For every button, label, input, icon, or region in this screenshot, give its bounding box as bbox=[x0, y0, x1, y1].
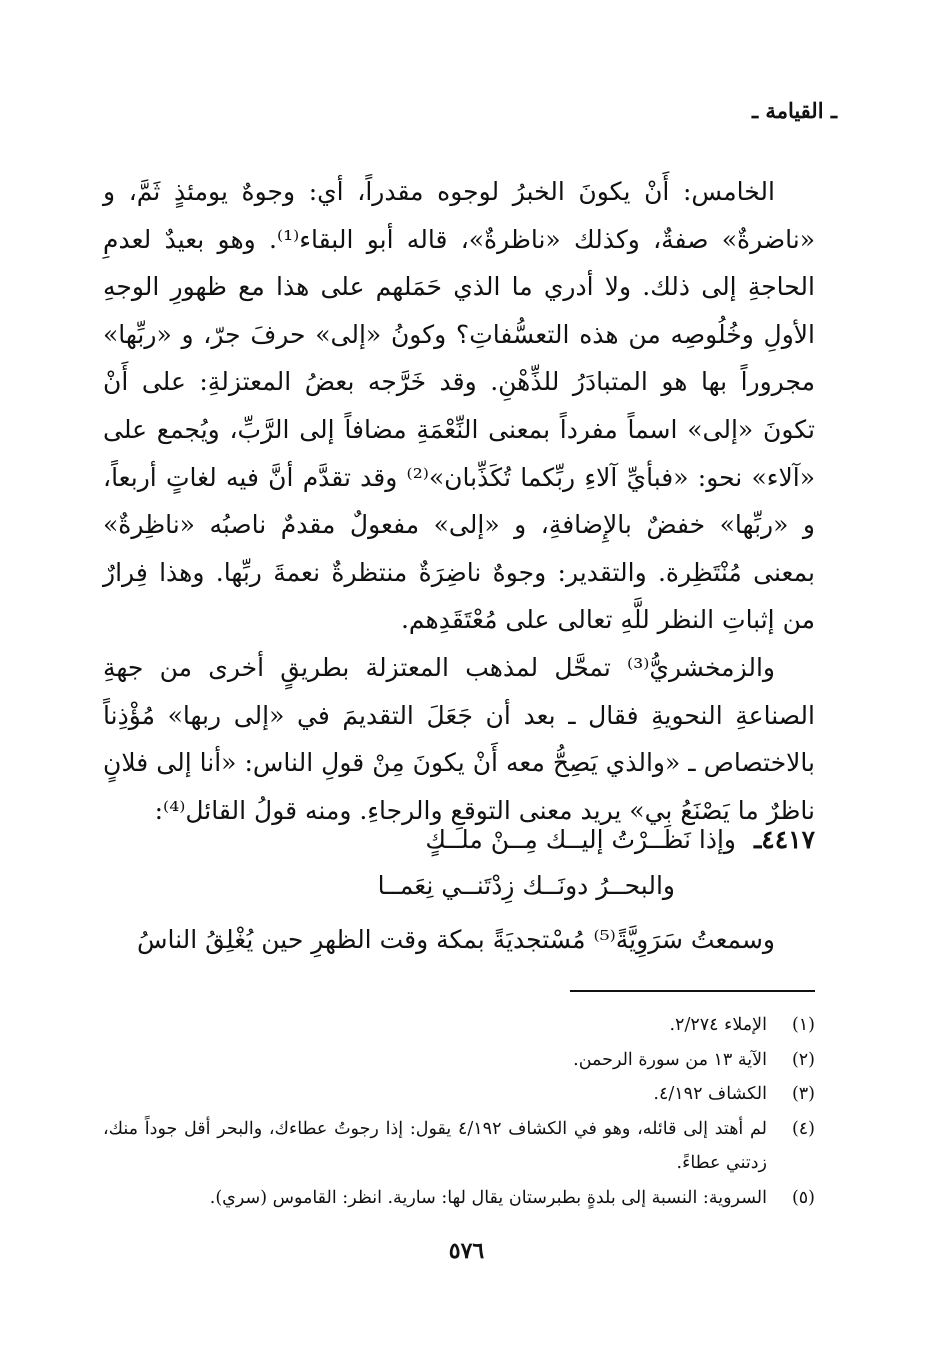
main-text bbox=[103, 168, 815, 834]
footnote-item bbox=[103, 1181, 815, 1216]
verse-line-2 bbox=[103, 862, 815, 909]
footnote-item bbox=[103, 1077, 815, 1112]
footnote-text: لم أهتد إلى قائله، وهو في الكشاف ٤/١٩٢ يقول: إذا رجوتُ عطاءك، والبحر أقل جوداً منك، زدتني عطاءً. bbox=[103, 1118, 768, 1173]
page-number: ٥٧٦ bbox=[448, 1238, 485, 1264]
paragraph-continuation: وسمعتُ سَرَوِيَّةً⁽⁵⁾ مُسْتجديَةً بمكة وقت الظهرِ حين يُغْلِقُ الناسُ bbox=[136, 925, 775, 954]
footnote-text: السروية: النسبة إلى بلدةٍ بطبرستان يقال لها: سارية. انظر: القاموس (سري). bbox=[209, 1187, 767, 1208]
verse-number: ٤٤١٧ـ bbox=[753, 825, 815, 854]
footnote-number: (٢) bbox=[791, 1049, 815, 1070]
footnote-item bbox=[103, 1008, 815, 1043]
paragraph: والزمخشريُّ⁽³⁾ تمحَّل لمذهب المعتزلة بطريقٍ أخرى من جهةِ الصناعةِ النحويةِ فقال ـ بعد أن جَعَلَ التقديمَ في «إلى ربها» مُؤْذِناً بالاختصاص ـ «والذي يَصِحُّ معه أَنْ يكونَ مِنْ قولِ الناس: «أنا إلى فلانٍ ناظرٌ ما يَصْنَعُ بي» يريد معنى التوقعِ والرجاءِ. ومنه قولُ القائل⁽⁴⁾: bbox=[103, 652, 815, 825]
footnote-number: (٣) bbox=[791, 1084, 815, 1104]
footnote-number: (٤) bbox=[791, 1118, 815, 1139]
running-title: ـ القيامة ـ bbox=[751, 98, 837, 123]
paragraph: الخامس: أَنْ يكونَ الخبرُ لوجوه مقدراً، أي: وجوهٌ يومئذٍ ثَمَّ، و «ناضرةٌ» صفةٌ، وكذلك «ناظرةٌ»، قاله أبو البقاء⁽¹⁾. وهو بعيدٌ لعدمِ الحاجةِ إلى ذلك. ولا أدري ما الذي حَمَلهم على هذا مع ظهورِ الوجهِ الأولِ وخُلُوصِه من هذه التعسُّفاتِ؟ وكونُ «إلى» حرفَ جرّ، و «ربِّها» مجروراً بها هو المتبادَرُ للذِّهْنِ. وقد خَرَّجه بعضُ المعتزلةِ: على أَنْ تكونَ «إلى» اسماً مفرداً بمعنى النِّعْمَةِ مضافاً إلى الرَّبِّ، ويُجمع على «آلاء» نحو: «فبأيِّ آلاءِ ربِّكما تُكَذِّبان»⁽²⁾ وقد تقدَّم أنَّ فيه لغاتٍ أربعاً، و «ربِّها» خفضٌ بالإِضافةِ، و «إلى» مفعولٌ مقدمٌ ناصبُه «ناظِرةٌ» بمعنى مُنْتَظِرة. والتقدير: وجوهٌ ناضِرَةٌ منتظرةٌ نعمةَ ربِّها. وهذا فِرارٌ من إثباتِ النظر للَّهِ تعالى على مُعْتَقَدِهم. bbox=[103, 177, 816, 635]
footnote-separator bbox=[570, 990, 815, 992]
verse-line-1 bbox=[103, 816, 815, 863]
footnotes bbox=[103, 1008, 815, 1215]
verse-hemistich-1: وإذا نَظَــرْتُ إليــك مِــنْ ملــكٍ bbox=[425, 825, 736, 854]
footnote-item bbox=[103, 1112, 815, 1181]
footnote-text: الإملاء ٢/٢٧٤. bbox=[669, 1015, 767, 1035]
footnote-number: (٥) bbox=[791, 1187, 815, 1208]
footnote-text: الكشاف ٤/١٩٢. bbox=[653, 1084, 767, 1104]
footnote-text: الآية ١٣ من سورة الرحمن. bbox=[573, 1049, 767, 1070]
footnote-item bbox=[103, 1043, 815, 1078]
verse-hemistich-2: والبحــرُ دونَــك زِدْتَنــي نِعَمــا bbox=[377, 871, 675, 900]
footnote-number: (١) bbox=[791, 1015, 815, 1035]
